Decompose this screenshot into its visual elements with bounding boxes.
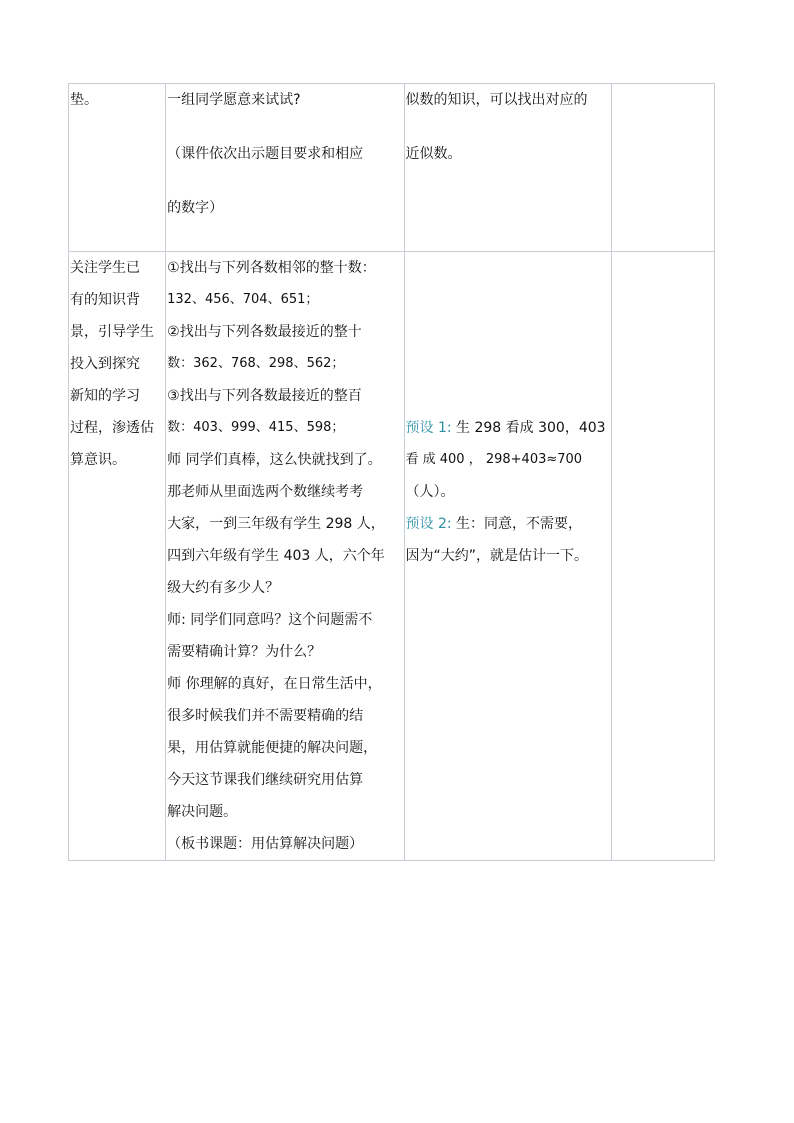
table-cell-r2c1: [69, 252, 166, 861]
lesson-plan-table: [68, 83, 715, 861]
table-cell-r2c3: [404, 252, 611, 861]
preset-1-label: 预设 1:: [405, 420, 452, 436]
cell-text-line: 师 同学们真棒，这么快就找到了。: [167, 452, 382, 468]
cell-text-line: 关注学生已: [70, 260, 140, 276]
preset-2-line: [406, 508, 611, 540]
cell-text-line: 大家，一到三年级有学生 298 人，: [167, 516, 385, 532]
cell-text-line: 有的知识背: [70, 292, 140, 308]
preset-1-line-2: 看 成 400 ， 298+403≈700: [405, 452, 583, 467]
cell-text-line: 数：403、999、415、598；: [167, 420, 345, 435]
table-cell-r1c1: [69, 84, 166, 252]
cell-text-line: 垫。: [70, 92, 98, 108]
cell-text-line: 投入到探究: [70, 356, 140, 372]
preset-1-line-3: （人）。: [405, 484, 455, 500]
cell-text-line: ③找出与下列各数最接近的整百: [167, 388, 362, 404]
preset-2-label: 预设 2:: [405, 516, 452, 532]
cell-text-line: 师: 同学们同意吗？这个问题需不: [167, 612, 373, 628]
cell-text-line: ①找出与下列各数相邻的整十数：: [167, 260, 376, 276]
cell-text-line: ②找出与下列各数最接近的整十: [167, 324, 362, 340]
cell-text-line: 过程，渗透估: [70, 420, 154, 436]
table-cell-r1c2: [166, 84, 404, 252]
cell-text-line: 级大约有多少人？: [167, 580, 280, 596]
cell-text-line: 近似数。: [405, 146, 462, 162]
cell-text-line: （课件依次出示题目要求和相应: [167, 146, 364, 162]
cell-text-line: 四到六年级有学生 403 人，六个年: [167, 548, 385, 564]
preset-2-line-2: 因为“大约”，就是估计一下。: [405, 548, 589, 564]
cell-text-line: （板书课题：用估算解决问题）: [167, 836, 364, 852]
cell-text-line: 果，用估算就能便捷的解决问题，: [167, 740, 378, 756]
cell-text-line: 今天这节课我们继续研究用估算: [167, 772, 364, 788]
cell-text-line: 需要精确计算？为什么？: [167, 644, 322, 660]
cell-text-line: 的数字）: [167, 200, 224, 216]
cell-text-line: 算意识。: [70, 452, 126, 468]
preset-1-line: [406, 412, 611, 444]
cell-text-line: 132、456、704、651；: [167, 292, 319, 307]
table-row: [69, 84, 715, 252]
table-cell-r2c4: [611, 252, 714, 861]
table-cell-r2c2: [166, 252, 404, 861]
cell-text-line: 新知的学习: [70, 388, 140, 404]
cell-text-line: 似数的知识，可以找出对应的: [405, 92, 588, 108]
preset-2-text: 生：同意，不需要，: [451, 516, 583, 532]
cell-text-line: 很多时候我们并不需要精确的结: [167, 708, 364, 724]
cell-text-line: 解决问题。: [167, 804, 238, 820]
table-row: [69, 252, 715, 861]
cell-text-line: 景，引导学生: [70, 324, 154, 340]
table-cell-r1c4: [611, 84, 714, 252]
cell-text-line: 师 你理解的真好，在日常生活中，: [167, 676, 382, 692]
table-cell-r1c3: [404, 84, 611, 252]
cell-text-line: 数：362、768、298、562；: [167, 356, 345, 371]
preset-1-text: 生 298 看成 300，403: [451, 420, 606, 436]
cell-text-line: 那老师从里面选两个数继续考考: [167, 484, 364, 500]
cell-text-line: 一组同学愿意来试试?: [167, 92, 301, 108]
